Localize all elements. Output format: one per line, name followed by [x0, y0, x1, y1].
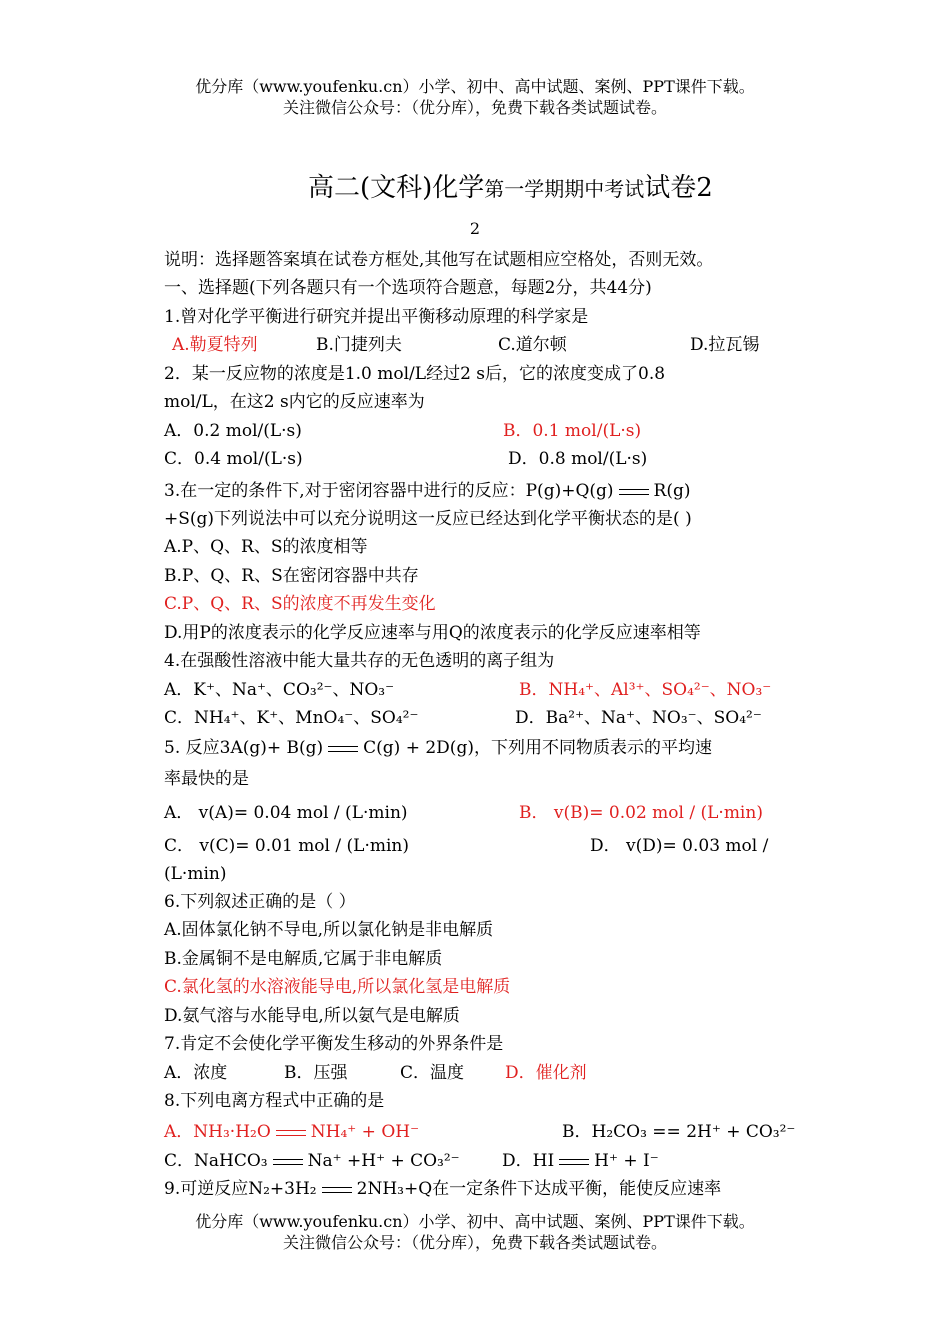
q7-option-d: D．催化剂 [505, 1063, 587, 1083]
q3-stem-part-a: 3.在一定的条件下,对于密闭容器中进行的反应：P(g)+Q(g) [164, 481, 614, 501]
q6-stem: 6.下列叙述正确的是（ ） [164, 892, 356, 912]
q6-option-a: A.固体氯化钠不导电,所以氯化钠是非电解质 [164, 920, 494, 940]
q1-option-b: B.门捷列夫 [316, 335, 402, 355]
q8-option-a [164, 1120, 419, 1144]
q4-option-a: A．K⁺、Na⁺、CO₃²⁻、NO₃⁻ [164, 680, 395, 700]
exam-title [308, 170, 713, 207]
q7-option-a: A．浓度 [164, 1063, 228, 1083]
q2-option-b: B．0.1 mol/(L·s) [503, 421, 642, 441]
q8-option-b: B．H₂CO₃ == 2H⁺ + CO₃²⁻ [562, 1122, 796, 1142]
q8-option-c-right: Na⁺ +H⁺ + CO₃²⁻ [307, 1151, 460, 1171]
q3-stem-line-1 [164, 479, 691, 503]
q8-option-d [502, 1149, 659, 1173]
q3-stem-line-2: +S(g)下列说法中可以充分说明这一反应已经达到化学平衡状态的是( ) [164, 509, 692, 529]
title-subline: 2 [469, 219, 481, 238]
q8-option-d-right: H⁺ + I⁻ [594, 1151, 659, 1171]
q3-option-c: C.P、Q、R、S的浓度不再发生变化 [164, 594, 436, 614]
header-line-2: 关注微信公众号：（优分库），免费下载各类试题试卷。 [282, 98, 667, 117]
q8-option-c-left: C．NaHCO₃ [164, 1151, 268, 1171]
q7-option-c: C．温度 [400, 1063, 465, 1083]
q4-option-d: D．Ba²⁺、Na⁺、NO₃⁻、SO₄²⁻ [515, 708, 762, 728]
header-line-1: 优分库（www.youfenku.cn）小学、初中、高中试题、案例、PPT课件下载。 [195, 77, 755, 96]
q7-stem: 7.肯定不会使化学平衡发生移动的外界条件是 [164, 1034, 504, 1054]
q5-option-d: D． v(D)= 0.03 mol / [590, 836, 769, 856]
q8-option-a-left: A．NH₃·H₂O [164, 1122, 271, 1142]
equilibrium-arrow-icon [326, 744, 360, 754]
instruction-note: 说明：选择题答案填在试卷方框处,其他写在试题相应空格处，否则无效。 [164, 250, 714, 270]
q6-option-c: C.氯化氢的水溶液能导电,所以氯化氢是电解质 [164, 977, 511, 997]
q2-option-c: C．0.4 mol/(L·s) [164, 449, 303, 469]
q5-option-c: C． v(C)= 0.01 mol / (L·min) [164, 836, 409, 856]
q6-option-b: B.金属铜不是电解质,它属于非电解质 [164, 949, 443, 969]
q9-stem-part-b: 2NH₃+Q在一定条件下达成平衡，能使反应速率 [356, 1179, 722, 1199]
q8-option-d-left: D．HI [502, 1151, 555, 1171]
footer-line-2: 关注微信公众号：（优分库），免费下载各类试题试卷。 [282, 1233, 667, 1252]
page-footer [0, 1211, 950, 1253]
q1-option-c: C.道尔顿 [498, 335, 567, 355]
footer-line-1: 优分库（www.youfenku.cn）小学、初中、高中试题、案例、PPT课件下载。 [195, 1212, 755, 1231]
equilibrium-arrow-icon [320, 1185, 354, 1195]
q8-option-a-right: NH₄⁺ + OH⁻ [310, 1122, 420, 1142]
q5-stem-line-1 [164, 736, 712, 760]
q5-option-a: A． v(A)= 0.04 mol / (L·min) [164, 803, 408, 823]
q1-option-d: D.拉瓦锡 [690, 335, 760, 355]
q2-stem-line-1: 2．某一反应物的浓度是1.0 mol/L经过2 s后，它的浓度变成了0.8 [164, 364, 666, 384]
q5-option-d-continued: (L·min) [164, 864, 227, 884]
q3-option-b: B.P、Q、R、S在密闭容器中共存 [164, 566, 419, 586]
equilibrium-arrow-icon [617, 487, 651, 497]
q2-stem-line-2: mol/L，在这2 s内它的反应速率为 [164, 392, 425, 412]
q8-stem: 8.下列电离方程式中正确的是 [164, 1091, 385, 1111]
title-part-3: 试卷2 [644, 173, 713, 203]
ionization-arrow-icon [557, 1157, 591, 1167]
q7-option-b: B．压强 [284, 1063, 348, 1083]
q1-stem: 1.曾对化学平衡进行研究并提出平衡移动原理的科学家是 [164, 307, 589, 327]
q5-stem-part-b: C(g) + 2D(g)，下列用不同物质表示的平均速 [363, 738, 712, 758]
ionization-arrow-icon [271, 1157, 305, 1167]
q9-stem [164, 1177, 721, 1201]
q5-option-b: B． v(B)= 0.02 mol / (L·min) [519, 803, 763, 823]
q1-option-a: A.勒夏特列 [172, 335, 258, 355]
section-heading: 一、选择题(下列各题只有一个选项符合题意，每题2分，共44分) [164, 278, 652, 298]
q8-option-c [164, 1149, 460, 1173]
q2-option-d: D．0.8 mol/(L·s) [508, 449, 648, 469]
q4-option-c: C．NH₄⁺、K⁺、MnO₄⁻、SO₄²⁻ [164, 708, 419, 728]
title-part-2: 第一学期期中考试 [484, 177, 645, 201]
q5-stem-part-a: 5. 反应3A(g)+ B(g) [164, 738, 324, 758]
q3-option-d: D.用P的浓度表示的化学反应速率与用Q的浓度表示的化学反应速率相等 [164, 623, 701, 643]
q4-stem: 4.在强酸性溶液中能大量共存的无色透明的离子组为 [164, 651, 555, 671]
q3-option-a: A.P、Q、R、S的浓度相等 [164, 537, 368, 557]
q9-stem-part-a: 9.可逆反应N₂+3H₂ [164, 1179, 317, 1199]
q2-option-a: A．0.2 mol/(L·s) [164, 421, 302, 441]
q4-option-b: B．NH₄⁺、Al³⁺、SO₄²⁻、NO₃⁻ [519, 680, 772, 700]
q5-stem-line-2: 率最快的是 [164, 769, 249, 789]
title-part-1: 高二(文科)化学 [308, 173, 485, 203]
ionization-arrow-icon [274, 1128, 308, 1138]
q3-stem-part-b: R(g) [653, 481, 691, 501]
q6-option-d: D.氨气溶与水能导电,所以氨气是电解质 [164, 1006, 460, 1026]
page-header [0, 76, 950, 118]
